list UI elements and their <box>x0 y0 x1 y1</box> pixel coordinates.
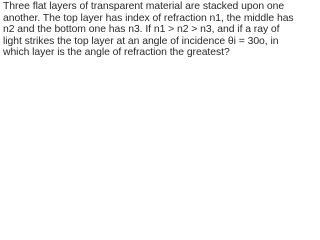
question-line-5: which layer is the angle of refraction the greatest? <box>3 47 230 59</box>
question-line-3: n2 and the bottom one has n3. If n1 > n2 > n3, and if a ray of <box>3 24 280 36</box>
question-card <box>0 0 294 69</box>
question-text <box>3 1 294 59</box>
question-line-1: Three flat layers of transparent material are stacked upon one <box>3 1 285 12</box>
question-line-4: light strikes the top layer at an angle of incidence θi = 30o, in <box>3 35 279 47</box>
question-line-2: another. The top layer has index of refraction n1, the middle has <box>3 12 294 24</box>
